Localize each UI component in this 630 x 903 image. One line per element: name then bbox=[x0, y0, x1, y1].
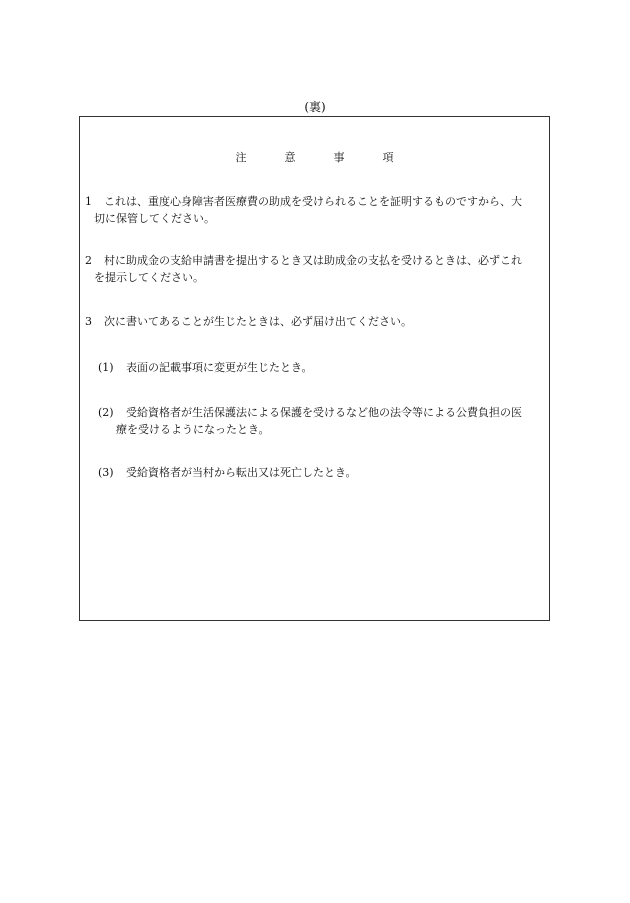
page-side-label: (裏) bbox=[304, 100, 326, 114]
title-char-4: 項 bbox=[382, 151, 394, 164]
subitem-number: (2) bbox=[98, 406, 114, 419]
title-char-3: 事 bbox=[333, 151, 345, 164]
item-text-line-2: 切に保管してください。 bbox=[94, 211, 215, 225]
notice-subitem-3 bbox=[98, 465, 548, 482]
subitem-text-line-1: 受給資格者が当村から転出又は死亡したとき。 bbox=[126, 466, 357, 479]
notice-subitem-1 bbox=[98, 360, 548, 377]
subitem-text-line-1: 受給資格者が生活保護法による保護を受けるなど他の法令等による公費負担の医 bbox=[126, 406, 522, 419]
title-char-2: 意 bbox=[284, 151, 296, 164]
notice-item-3 bbox=[85, 314, 547, 331]
notice-item-1 bbox=[85, 194, 547, 227]
item-number: 1 bbox=[85, 195, 92, 208]
notice-title bbox=[80, 151, 549, 165]
notice-box bbox=[79, 116, 550, 621]
subitem-text-line-1: 表面の記載事項に変更が生じたとき。 bbox=[126, 361, 313, 374]
item-text-line-1: これは、重度心身障害者医療費の助成を受けられることを証明するものですから、大 bbox=[104, 195, 522, 208]
item-number: 3 bbox=[85, 315, 92, 328]
item-text-line-1: 村に助成金の支給申請書を提出するとき又は助成金の支払を受けるときは、必ずこれ bbox=[104, 254, 522, 267]
subitem-number: (3) bbox=[98, 466, 114, 479]
item-text-line-2: を提示してください。 bbox=[94, 270, 204, 284]
notice-item-2 bbox=[85, 253, 547, 286]
item-text-line-1: 次に書いてあることが生じたときは、必ず届け出てください。 bbox=[104, 315, 412, 328]
notice-subitem-2 bbox=[98, 405, 548, 438]
subitem-number: (1) bbox=[98, 361, 114, 374]
subitem-text-line-2: 療を受けるようになったとき。 bbox=[116, 422, 270, 436]
title-char-1: 注 bbox=[235, 151, 247, 164]
item-number: 2 bbox=[85, 254, 92, 267]
